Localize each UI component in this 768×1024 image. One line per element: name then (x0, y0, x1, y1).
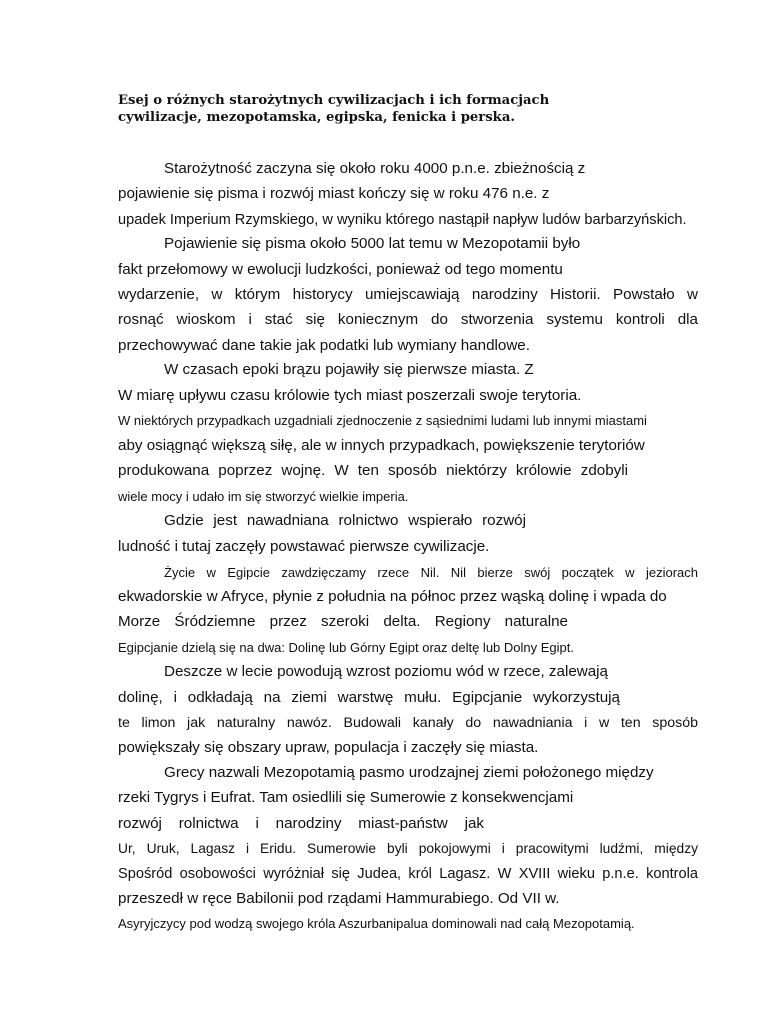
text-line: rzeki Tygrys i Eufrat. Tam osiedlili się Sumerowie z konsekwencjami (118, 789, 574, 806)
text-line: przechowywać dane takie jak podatki lub wymiany handlowe. (118, 337, 530, 354)
document-title (118, 92, 678, 126)
text-line: W niektórych przypadkach uzgadniali zjednoczenie z sąsiednimi ludami lub innymi miastami (118, 413, 647, 428)
text-line: Deszcze w lecie powodują wzrost poziomu wód w rzece, zalewają (164, 663, 609, 680)
text-line: fakt przełomowy w ewolucji ludzkości, ponieważ od tego momentu (118, 261, 563, 278)
text-line: Asyryjczycy pod wodzą swojego króla Aszurbanipalua dominowali nad całą Mezopotamią. (118, 916, 635, 931)
text-line: produkowana poprzez wojnę. W ten sposób niektórzy królowie zdobyli (118, 462, 628, 479)
title-line-1: Esej o różnych starożytnych cywilizacjach i ich formacjach (118, 93, 550, 108)
text-line: Ur, Uruk, Lagasz i Eridu. Sumerowie byli pokojowymi i pracowitymi ludźmi, między (118, 841, 698, 856)
text-line: rosnąć wioskom i stać się koniecznym do stworzenia systemu kontroli dla (118, 311, 698, 328)
text-line: W miarę upływu czasu królowie tych miast poszerzali swoje terytoria. (118, 387, 582, 404)
text-line: Grecy nazwali Mezopotamią pasmo urodzajnej ziemi położonego między (164, 764, 654, 781)
text-line: przeszedł w ręce Babilonii pod rządami Hammurabiego. Od VII w. (118, 890, 560, 907)
text-line: W czasach epoki brązu pojawiły się pierwsze miasta. Z (164, 361, 534, 378)
text-line: Morze Śródziemne przez szeroki delta. Regiony naturalne (118, 613, 568, 630)
text-line: Gdzie jest nawadniana rolnictwo wspierało rozwój (164, 512, 526, 529)
text-line: aby osiągnąć większą siłę, ale w innych przypadkach, powiększenie terytoriów (118, 437, 645, 454)
text-line: dolinę, i odkładają na ziemi warstwę mułu. Egipcjanie wykorzystują (118, 689, 620, 706)
text-line: ekwadorskie w Afryce, płynie z południa na północ przez wąską dolinę i wpada do (118, 588, 667, 605)
text-line: Życie w Egipcie zawdzięczamy rzece Nil. Nil bierze swój początek w jeziorach (164, 565, 698, 580)
text-line: pojawienie się pisma i rozwój miast kończy się w roku 476 n.e. z (118, 185, 550, 202)
text-line: upadek Imperium Rzymskiego, w wyniku którego nastąpił napływ ludów barbarzyńskich. (118, 212, 687, 228)
text-line: powiększały się obszary upraw, populacja i zaczęły się miasta. (118, 739, 539, 756)
text-line: wydarzenie, w którym historycy umiejscawiają narodziny Historii. Powstało w (118, 286, 698, 303)
text-line: wiele mocy i udało im się stworzyć wielkie imperia. (118, 489, 409, 504)
text-line: ludność i tutaj zaczęły powstawać pierwsze cywilizacje. (118, 538, 490, 555)
text-line: Pojawienie się pisma około 5000 lat temu w Mezopotamii było (164, 235, 581, 252)
text-line: Egipcjanie dzielą się na dwa: Dolinę lub Górny Egipt oraz deltę lub Dolny Egipt. (118, 640, 574, 655)
text-line: Starożytność zaczyna się około roku 4000 p.n.e. zbieżnością z (164, 160, 586, 177)
text-line: rozwój rolnictwa i narodziny miast-państw jak (118, 815, 484, 832)
title-line-2: cywilizacje, mezopotamska, egipska, fenicka i perska. (118, 110, 515, 125)
text-line: Spośród osobowości wyróżniał się Judea, król Lagasz. W XVIII wieku p.n.e. kontrola (118, 866, 698, 882)
text-line: te limon jak naturalny nawóz. Budowali kanały do nawadniania i w ten sposób (118, 715, 698, 731)
